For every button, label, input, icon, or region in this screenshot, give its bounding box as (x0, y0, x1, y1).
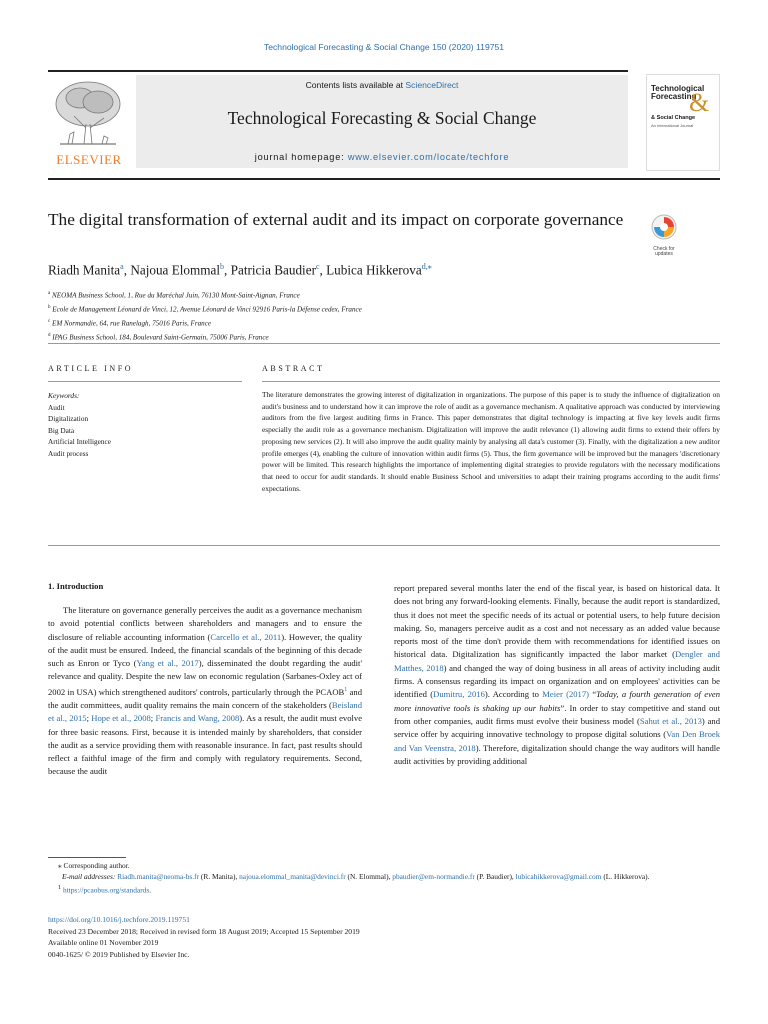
check-updates-label: Check for updates (653, 246, 675, 257)
paragraph: The literature on governance generally perceives the audit as a governance mechanism to avoid potential conflicts between shareholders and managers and to ensure the disclosure of reliable accounting information (Carcello et al., 2011). However, the quality of the audit must be ensured. Indeed, the financial scandals of the beginning of this decade such as Enron or Tyco (Yang et al., 2017), disseminated the doubt regarding the audit' relevance and quality. Despite the new law on economic regulation (Sarbanes-Oxley act of 2002 in USA) which strengthened auditors' controls, particularly through the PCAOB$^1$ and the audit committees, audit quality remains the main concern of the stakeholders (Beisland et al., 2015; Hope et al., 2008; Francis and Wang, 2008). As a result, the audit must evolve for three basic reasons. First, because it is intended mainly by shareholders, that consider the audit as a service providing them with reasonable insurance. In fact, past results should reflect a faithful image of the firm and comply with regulatory requirements. Second, because the audit (48, 605, 363, 777)
check-for-updates-button[interactable] (646, 212, 682, 256)
affiliation: $^d$ IPAG Business School, 184, Boulevard Saint-Germain, 75006 Paris, France (48, 332, 269, 342)
elsevier-tree-logo-icon (50, 76, 126, 164)
keywords-heading: Keywords: (48, 391, 80, 400)
keyword: Digitalization (48, 414, 89, 423)
journal-title: Technological Forecasting & Social Change (227, 108, 537, 128)
keywords-list (48, 390, 111, 459)
info-top-rule (48, 343, 720, 344)
citation-link[interactable]: Francis and Wang, 2008 (155, 713, 240, 724)
citation-link[interactable]: Dengler and Matthes, 2018 (394, 649, 720, 673)
author-name[interactable]: Najoua Elommal (130, 262, 221, 278)
abstract-label: ABSTRACT (262, 364, 325, 373)
keyword: Artificial Intelligence (48, 437, 112, 446)
abstract-text: The literature demonstrates the growing interest of digitalization in organizations. The purpose of this paper is to study the influence of digitalization on audit's business and to understand how it can improve the role of audit as a governance mechanism. A qualitative approach was conducted by interviewing auditors from the five largest auditing firms in France. This paper demonstrates that digital technology is impacting at five key levels audit firms especially the audit role as a governance mechanism. Digitalization will improve the audit relevance (1) allowing audit firms to extend their offers by proposing new services (2). It will also improve the audit quality mainly by analysing all data's customer (3). Finally, with the digitalization a new auditor profile emerges (4), enabling the culture of innovation within audit firms (5). Thus, the firm governance will be improved but the managers 'discretionary power will be limited. This research highlights the importance of implementing digital strategies to provide regulators with the necessary modifications that need to occur for audit standards. It should enable Business School and universities to adapt their training programs according to the audit firms' expectations. (262, 390, 720, 493)
email-link[interactable]: lubicahikkerova@gmail.com (515, 872, 602, 882)
contents-available-line (136, 80, 628, 90)
keyword: Audit (48, 402, 65, 412)
body-column-right (394, 582, 720, 768)
keyword: Audit process (48, 448, 89, 458)
citation-link[interactable]: Dumitru, 2016 (433, 689, 485, 700)
elsevier-wordmark[interactable]: ELSEVIER (56, 152, 122, 167)
author-name[interactable]: Patricia Baudier (230, 262, 316, 278)
citation-link[interactable]: Meier (2017) (542, 689, 590, 700)
article-title: The digital transformation of external audit and its impact on corporate governance (48, 210, 624, 229)
author-affil-mark[interactable]: d,⁎ (421, 262, 432, 271)
cover-tagline: An International Journal (651, 123, 694, 128)
body-column-left (48, 604, 362, 779)
quote: Today, a fourth generation of even more innovative tools is shaking up our habits (394, 689, 720, 713)
author-list: Riadh Manita$^a$, Najoua Elommal$^b$, Patricia Baudier$^c$, Lubica Hikkerova$^{d,⁎}$ (48, 262, 432, 278)
affiliation: $^c$ EM Normandie, 64, rue Ranelagh, 75016 Paris, France (48, 318, 212, 328)
author-affil-mark[interactable]: c (315, 262, 320, 271)
sciencedirect-link[interactable]: ScienceDirect (405, 80, 459, 90)
header-top-rule (48, 70, 628, 72)
cover-subtitle: & Social Change (651, 115, 696, 121)
author-name[interactable]: Riadh Manita (48, 262, 121, 278)
abstract-rule (262, 381, 720, 382)
email-link[interactable]: pbaudier@em-normandie.fr (392, 872, 475, 882)
author-name[interactable]: Lubica Hikkerova (326, 262, 422, 278)
citation-link[interactable]: Beisland et al., 2015 (48, 699, 362, 724)
homepage-prefix: journal homepage: (254, 152, 348, 162)
journal-cover-thumbnail[interactable] (646, 74, 720, 171)
doi-link[interactable]: https://doi.org/10.1016/j.techfore.2019.119751 (48, 915, 190, 924)
cover-ampersand-icon (687, 89, 713, 115)
journal-homepage-line (136, 152, 628, 162)
journal-homepage-link[interactable]: www.elsevier.com/locate/techfore (347, 152, 510, 162)
article-info-rule (48, 381, 242, 382)
affiliations (48, 288, 362, 344)
affiliation: $^b$ Ecole de Management Léonard de Vinci, 12, Avenue Léonard de Vinci 92916 Paris-la Défense cedex, France (48, 304, 362, 314)
journal-citation[interactable]: Technological Forecasting & Social Change 150 (2020) 119751 (263, 42, 505, 52)
section-heading-introduction: 1. Introduction (48, 581, 104, 591)
paragraph: report prepared several months later the end of the fiscal year, is based on historical data. It does not bring any forward-looking elements. Finally, because the audit report is standardized, thus it does not meet the specific needs of its actual or potential users, to help future decision making. So, managers perceive audit as a cost and not necessary as an added value because reports most of the time don't provide them with recommendations for identified issues on historical data. Digitalization has significantly impacted the labor market (Dengler and Matthes, 2018) and changed the way of doing business in all areas of activity including audit firms. A consensus regarding its impact on organization and on employees' activities can be identified (Dumitru, 2016). According to Meier (2017) “Today, a fourth generation of even more innovative tools is shaking up our habits”. In order to stay competitive and stand out from other companies, audit firms must evolve their business model (Sahut et al., 2013) and service offer by acquiring innovative technology to propose digital solutions (Van Den Broek and Van Veenstra, 2018). Therefore, digitalization should change the way auditors will handle audit activities by providing additional (394, 583, 721, 766)
footnote-ref[interactable]: 1 (344, 686, 348, 693)
check-updates-icon (646, 212, 682, 242)
keyword: Big Data (48, 425, 75, 435)
publication-info (48, 914, 720, 960)
contents-prefix: Contents lists available at (305, 80, 406, 90)
abstract-bottom-rule (48, 545, 720, 546)
footnotes (48, 860, 720, 896)
footnote-1: $^1$ https://pcaobus.org/standards. (58, 884, 152, 895)
citation-link[interactable]: Sahut et al., 2013 (639, 715, 702, 726)
citation-link[interactable]: Carcello et al., 2011 (210, 631, 282, 642)
corresponding-author-note: ⁎ Corresponding author. (58, 861, 130, 870)
svg-text:&: & (689, 89, 710, 115)
header-bottom-rule (48, 178, 720, 180)
citation-link[interactable]: Yang et al., 2017 (136, 658, 199, 669)
copyright: 0040-1625/ © 2019 Published by Elsevier Inc. (48, 949, 190, 959)
author-affil-mark[interactable]: a (120, 262, 124, 271)
email-addresses: E-mail addresses: Riadh.manita@neoma-bs.fr (R. Manita), najoua.elommal_manita@devinci.fr (N. Elommal), pbaudier@em-normandie.fr (P. Baudier), lubicahikkerova@gmail.com (L. Hikkerova). (62, 872, 650, 882)
email-link[interactable]: Riadh.manita@neoma-bs.fr (117, 872, 200, 882)
received-dates: Received 23 December 2018; Received in revised form 18 August 2019; Accepted 15 September 2019 (48, 926, 360, 936)
citation-link[interactable]: Hope et al., 2008 (91, 713, 151, 724)
cover-title: Technological Forecasting (651, 84, 705, 101)
available-online: Available online 01 November 2019 (48, 938, 159, 948)
email-link[interactable]: najoua.elommal_manita@devinci.fr (239, 872, 346, 882)
article-info-label: ARTICLE INFO (48, 364, 134, 373)
citation-link[interactable]: Van Den Broek and Van Veenstra, 2018 (394, 729, 721, 753)
footnote-rule (48, 857, 126, 858)
author-affil-mark[interactable]: b (220, 262, 225, 271)
pcaob-link[interactable]: https://pcaobus.org/standards (62, 885, 150, 895)
affiliation: $^a$ NEOMA Business School, 1, Rue du Maréchal Juin, 76130 Mont-Saint-Aignan, France (48, 291, 300, 300)
